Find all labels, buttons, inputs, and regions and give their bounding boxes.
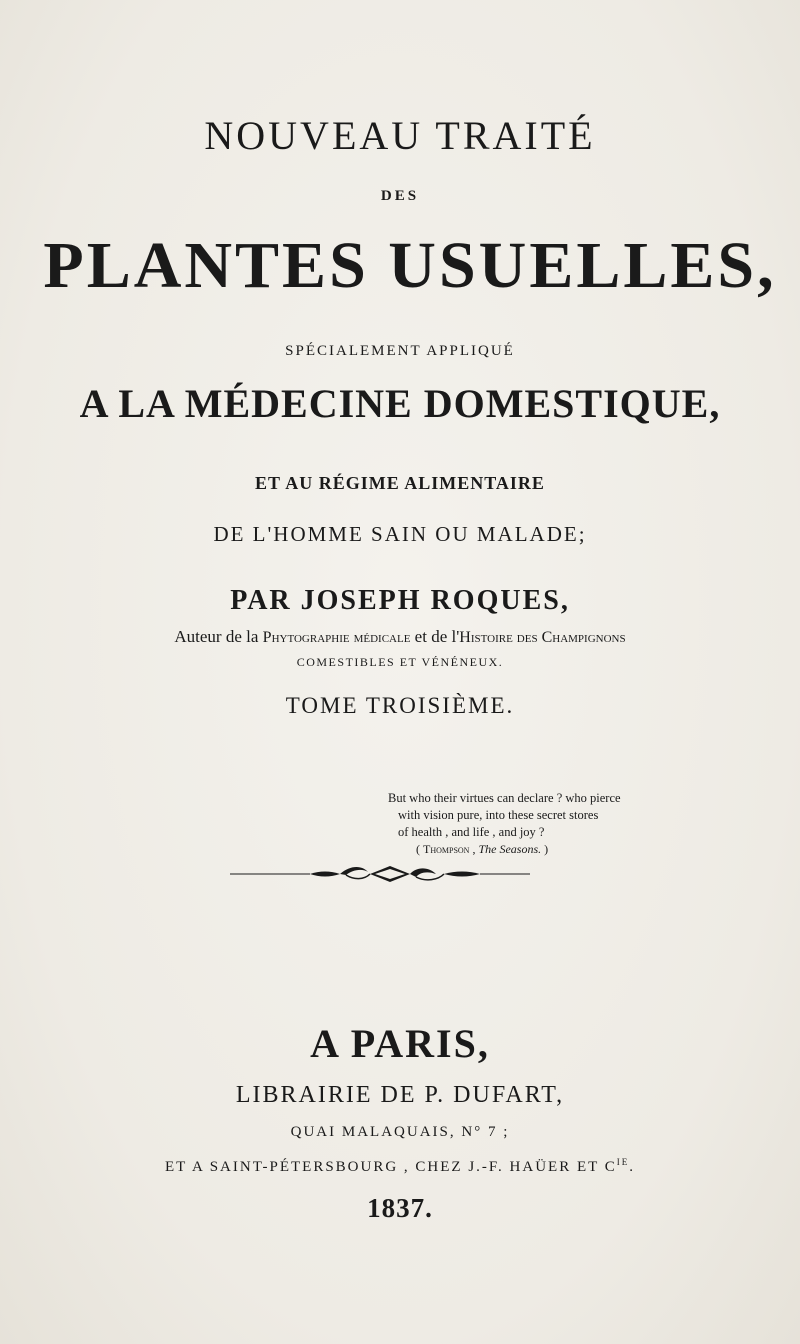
ornament-divider-icon <box>230 862 570 886</box>
epigraph-citation <box>388 841 688 858</box>
imprint-address: QUAI MALAQUAIS, N° 7 ; <box>290 1124 510 1140</box>
cite-sep: , <box>469 842 479 856</box>
subtitle-line-3: ET AU RÉGIME ALIMENTAIRE <box>255 473 545 493</box>
imprint-publisher: LIBRAIRIE DE P. DUFART, <box>235 1082 565 1108</box>
credit-work-2: Histoire des Champignons <box>459 629 626 646</box>
author-credit <box>0 627 800 647</box>
imprint-year: 1837. <box>367 1193 433 1223</box>
epigraph-line-3: of health , and life , and joy ? <box>398 825 545 839</box>
subtitle-line-4: DE L'HOMME SAIN OU MALADE; <box>213 522 587 546</box>
credit-mid: et de l' <box>410 627 460 646</box>
cite-open: ( <box>416 842 423 856</box>
cite-close: ) <box>541 842 549 856</box>
credit-work-1: Phytographie médicale <box>262 629 411 646</box>
title-line-1: NOUVEAU TRAITÉ <box>204 113 596 158</box>
epigraph-line-1: But who their virtues can declare ? who pierce <box>388 791 621 805</box>
cite-author: Thompson <box>423 842 470 856</box>
imprint-city: A PARIS, <box>310 1021 490 1066</box>
volume-line: TOME TROISIÈME. <box>285 693 515 718</box>
credit-prefix: Auteur de la <box>174 627 263 646</box>
author-line: PAR JOSEPH ROQUES, <box>230 585 570 616</box>
imprint-second-prefix: ET A SAINT-PÉTERSBOURG , CHEZ J.-F. HAÜER ET C <box>164 1159 617 1175</box>
epigraph-line-2: with vision pure, into these secret stores <box>398 808 599 822</box>
main-title: PLANTES USUELLES, <box>43 229 777 302</box>
subtitle-line-2: A LA MÉDECINE DOMESTIQUE, <box>79 381 721 426</box>
imprint-second-sup: IE <box>616 1157 630 1167</box>
cite-work: The Seasons. <box>478 842 542 856</box>
imprint-second-suffix: . <box>629 1159 636 1175</box>
epigraph <box>388 790 688 858</box>
title-line-2: DES <box>380 188 420 204</box>
subtitle-line-1: SPÉCIALEMENT APPLIQUÉ <box>285 343 515 359</box>
imprint-second-publisher <box>0 1157 800 1176</box>
author-credit-line-2: COMESTIBLES ET VÉNÉNEUX. <box>296 655 504 669</box>
